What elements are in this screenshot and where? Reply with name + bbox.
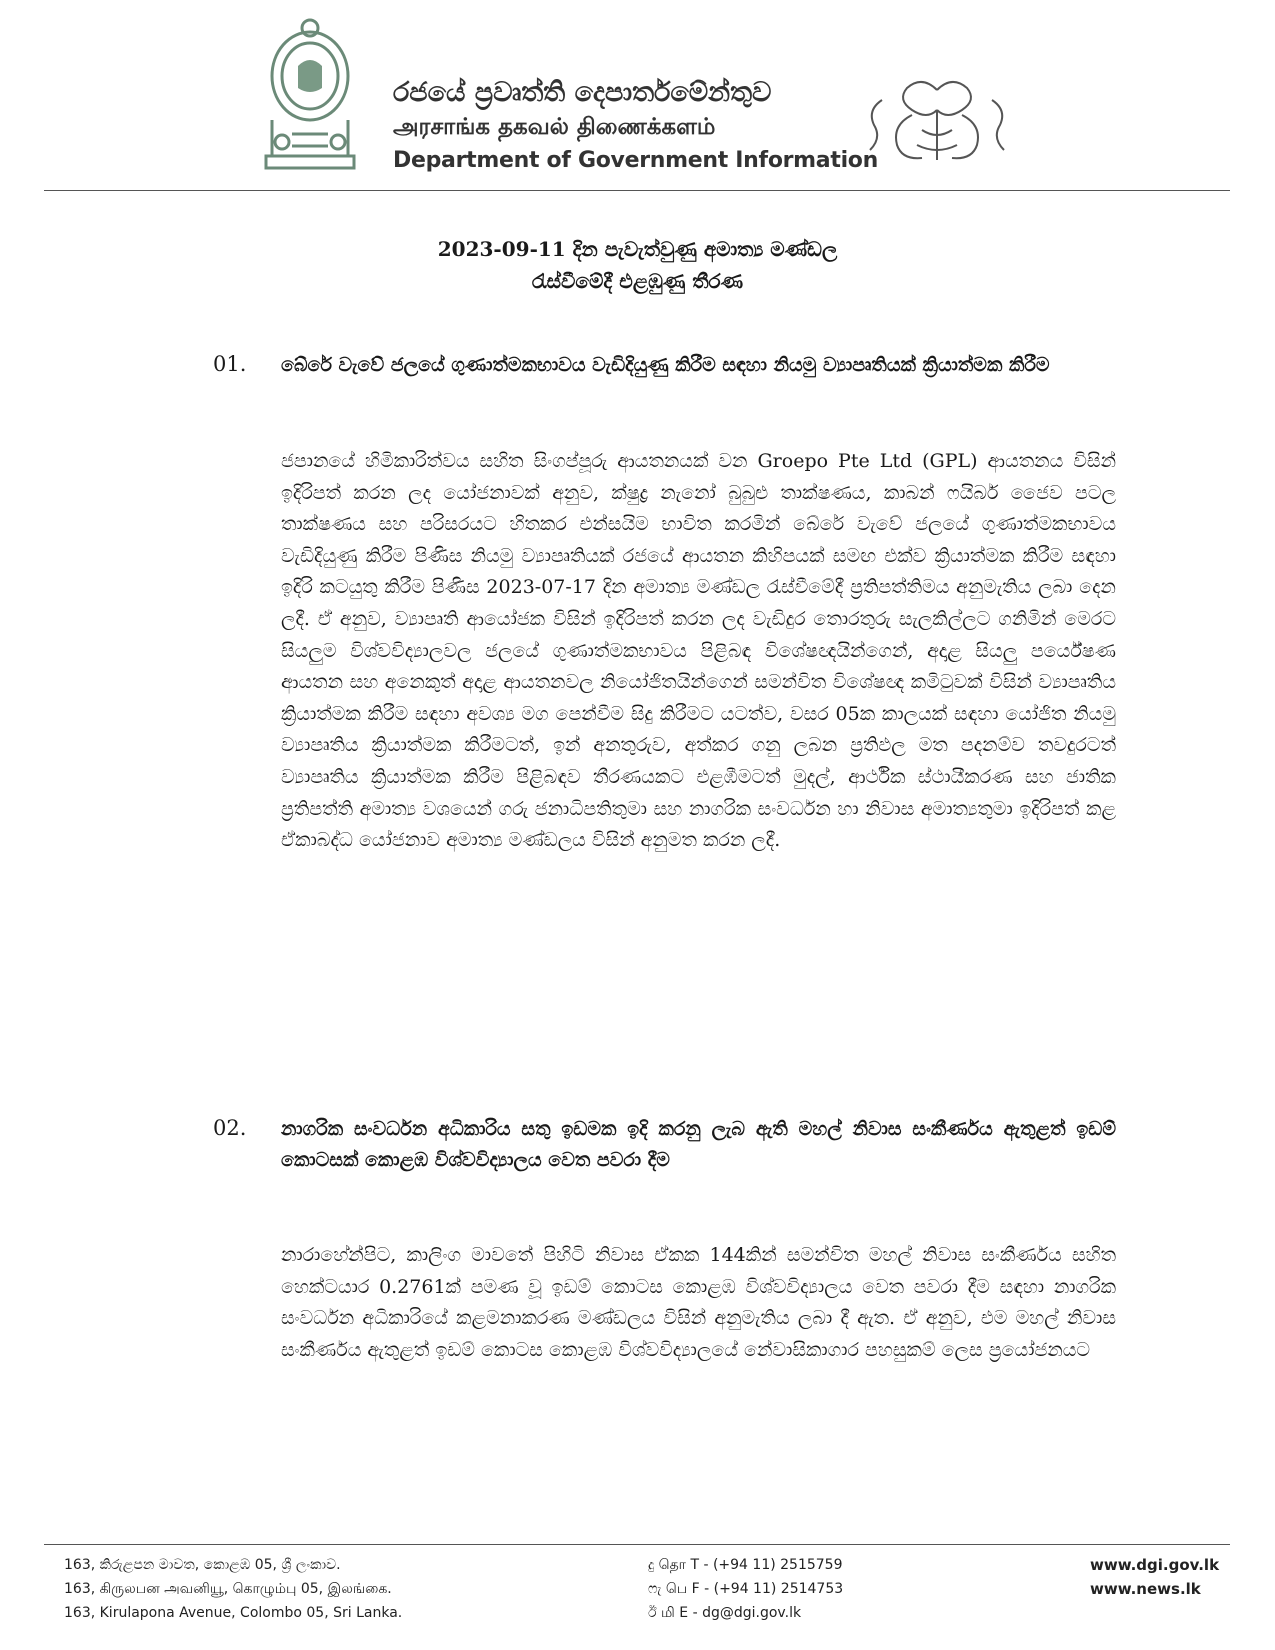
sri-lanka-emblem-icon [258,14,362,174]
item-heading: බේරේ වැවේ ජලයේ ගුණාත්මකභාවය වැඩිදියුණු කිරීම සඳහා නියමු ව්‍යාපෘතියක් ක්‍රියාත්මක කිරීම [281,354,1050,376]
title-line-1: 2023-09-11 දින පැවැත්වුණු අමාත්‍ය මණ්ඩල [437,237,838,261]
department-name-english: Department of Government Information [393,148,878,173]
footer-contact [648,1553,843,1625]
item-number: 01. [213,352,247,376]
item-number: 02. [213,1116,247,1140]
contact-phone: දු தொ T - (+94 11) 2515759 [648,1557,843,1573]
website-link[interactable]: www.dgi.gov.lk [1090,1556,1220,1574]
footer-divider [44,1544,1230,1545]
item-heading: නාගරික සංවර්ධන අධිකාරිය සතු ඉඩමක ඉදි කරනු ලැබ ඇති මහල් නිවාස සංකීර්ණය ඇතුළත් ඉඩම් කොටසක් කොළඹ විශ්වවිද්‍යාලය වෙත පවරා දීම [281,1118,1116,1171]
item-body: ජපානයේ හිමිකාරිත්වය සහිත සිංගප්පූරු ආයතනයක් වන Groepo Pte Ltd (GPL) ආයතනය විසින් ඉදිරිපත් කරන ලද යෝජනාවක් අනුව, ක්ෂුද්‍ර නැනෝ බුබුළු තාක්ෂණය, කාබන් ෆයිබර් ජෛව පටල තාක්ෂණය සහ පරිසරයට හිතකර එන්සයිම භාවිත කරමින් බේරේ වැවේ ජලයේ ගුණාත්මකභාවය වැඩිදියුණු කිරීම පිණිස නියමු ව්‍යාපෘතියක් රජයේ ආයතන කිහිපයක් සමඟ එක්ව ක්‍රියාත්මක කිරීම සඳහා ඉදිරි කටයුතු කිරීම පිණිස 2023-07-17 දින අමාත්‍ය මණ්ඩල රැස්වීමේදී ප්‍රතිපත්තිමය අනුමැතිය ලබා දෙන ලදී. ඒ අනුව, ව්‍යාපෘති ආයෝජක විසින් ඉදිරිපත් කරන ලද වැඩිදුර තොරතුරු සැලකිල්ලට ගනිමින් මෙරට සියලුම විශ්වවිද්‍යාලවල ජලයේ ගුණාත්මකභාවය පිළිබඳ විශේෂඥයින්ගෙන්, අදාළ සියලු පර්යේෂණ ආයතන සහ අනෙකුත් අදාළ ආයතනවල නියෝජිතයින්ගෙන් සමන්විත විශේෂඥ කමිටුවක් විසින් ව්‍යාපෘතිය ක්‍රියාත්මක කිරීම සඳහා අවශ්‍ය මග පෙන්වීම සිදු කිරීමට යටත්ව, වසර 05ක කාලයක් සඳහා යෝජිත නියමු ව්‍යාපෘතිය ක්‍රියාත්මක කිරීමටත්, ඉන් අනතුරුව, අත්කර ගනු ලබන ප්‍රතිඵල මත පදනම්ව තවදුරටත් ව්‍යාපෘතිය ක්‍රියාත්මක කිරීම පිළිබඳව තීරණයකට එළඹීමටත් මුදල්, ආර්ථික ස්ථායීකරණ සහ ජාතික ප්‍රතිපත්ති අමාත්‍ය වශයෙන් ගරු ජනාධිපතිතුමා සහ නාගරික සංවර්ධන හා නිවාස අමාත්‍යතුමා ඉදිරිපත් කළ ඒකාබද්ධ යෝජනාව අමාත්‍ය මණ්ඩලය විසින් අනුමත කරන ලදී. [281,450,1116,852]
department-name-tamil: அரசாங்க தகவல் திணைக்களம் [393,114,716,140]
footer-address [64,1553,402,1625]
contact-email[interactable]: ඊ மி E - dg@dgi.gov.lk [648,1605,802,1621]
department-name [393,76,878,178]
letterhead [0,0,1275,190]
item-body: නාරාහේන්පිට, කාලිංග මාවතේ පිහිටි නිවාස ඒකක 144කින් සමන්විත මහල් නිවාස සංකීර්ණය සහිත හෙක්ටයාර 0.2761ක් පමණ වූ ඉඩම් කොටස කොළඹ විශ්වවිද්‍යාලය වෙත පවරා දීම සඳහා නාගරික සංවර්ධන අධිකාරියේ කළමනාකරණ මණ්ඩලය විසින් අනුමැතිය ලබා දී ඇත. ඒ අනුව, එම මහල් නිවාස සංකීර්ණය ඇතුළත් ඉඩම් කොටස කොළඹ විශ්වවිද්‍යාලයේ නේවාසිකාගාර පහසුකම් ලෙස ප්‍රයෝජනයට [281,1244,1116,1361]
department-name-sinhala: රජයේ ප්‍රවෘත්ති දෙපාර්තමේන්තුව [393,77,772,108]
address-tamil: 163, கிருலபன அவனியூ, கொழும்பு 05, இலங்கை. [64,1581,392,1597]
footer-websites [1090,1553,1219,1601]
title-line-2: රැස්වීමේදී එළඹුණු තීරණ [531,269,744,293]
address-english: 163, Kirulapona Avenue, Colombo 05, Sri Lanka. [64,1605,403,1621]
website-link[interactable]: www.news.lk [1090,1580,1201,1598]
contact-fax: ෆැ பெ F - (+94 11) 2514753 [648,1581,844,1597]
document-title [0,233,1275,297]
address-sinhala: 163, කිරුළපන මාවත, කොළඹ 05, ශ්‍රී ලංකාව. [64,1557,341,1573]
header-divider [44,190,1230,191]
traditional-ornament-icon [862,70,1012,170]
